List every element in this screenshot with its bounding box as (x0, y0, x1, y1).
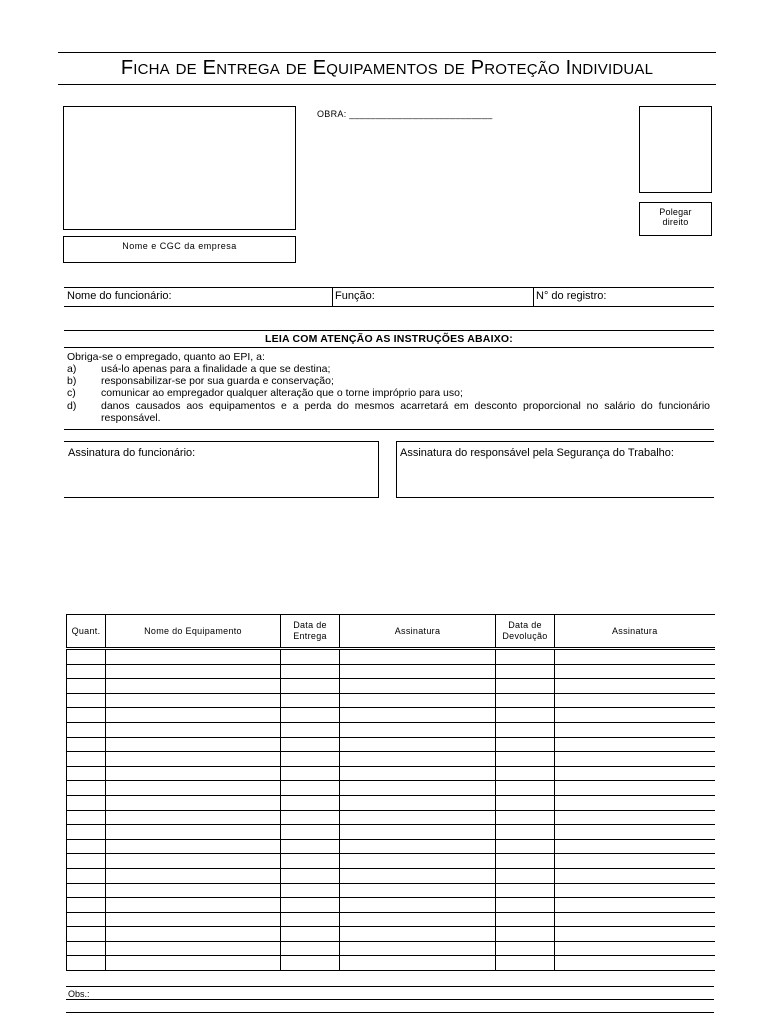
table-cell[interactable] (496, 664, 555, 679)
table-row (67, 722, 715, 737)
table-cell[interactable] (340, 839, 496, 854)
title-word-initial: I (565, 57, 572, 79)
thumbprint-label-2: direito (662, 217, 689, 227)
table-cell[interactable] (67, 839, 106, 854)
title-word (566, 57, 654, 79)
title-word (286, 57, 307, 79)
table-cell[interactable] (281, 781, 340, 796)
table-row (67, 752, 715, 767)
table-cell[interactable] (496, 679, 555, 694)
table-row (67, 781, 715, 796)
table-cell[interactable] (67, 693, 106, 708)
table-row (67, 766, 715, 781)
table-cell[interactable] (496, 722, 555, 737)
instruction-letter: d) (67, 399, 77, 412)
table-cell[interactable] (496, 795, 555, 810)
title-word-rest: NTREGA (216, 61, 280, 78)
title-word-initial: P (470, 57, 485, 79)
company-name-box[interactable] (63, 236, 296, 263)
title-word-rest: NDIVIDUAL (571, 61, 654, 78)
table-cell[interactable] (67, 868, 106, 883)
table-cell[interactable] (496, 941, 555, 956)
safety-signature-label: Assinatura do responsável pela Segurança do Trabalho: (400, 447, 674, 459)
table-cell[interactable] (281, 854, 340, 869)
thumbprint-label-1: Polegar (659, 207, 692, 217)
table-cell[interactable] (67, 927, 106, 942)
table-cell[interactable] (281, 649, 340, 665)
table-row (67, 898, 715, 913)
table-cell[interactable] (340, 693, 496, 708)
table-row (67, 927, 715, 942)
table-cell[interactable] (106, 810, 281, 825)
table-cell[interactable] (496, 854, 555, 869)
table-cell[interactable] (340, 679, 496, 694)
title-word (203, 57, 280, 79)
instruction-letter: a) (67, 363, 77, 375)
table-cell[interactable] (340, 868, 496, 883)
title-top-rule (58, 52, 716, 53)
table-cell[interactable] (281, 912, 340, 927)
table-cell[interactable] (555, 649, 715, 665)
table-cell[interactable] (106, 752, 281, 767)
table-row (67, 868, 715, 883)
thumbprint-box[interactable] (639, 106, 712, 193)
table-cell[interactable] (340, 883, 496, 898)
company-logo-box[interactable] (63, 106, 296, 230)
table-cell[interactable] (555, 912, 715, 927)
table-header-cell (281, 615, 340, 649)
table-cell[interactable] (340, 941, 496, 956)
table-cell[interactable] (496, 927, 555, 942)
table-cell[interactable] (555, 956, 715, 971)
table-cell[interactable] (106, 839, 281, 854)
table-cell[interactable] (555, 752, 715, 767)
table-cell[interactable] (281, 766, 340, 781)
instructions-intro: Obriga-se o empregado, quanto ao EPI, a: (67, 351, 265, 363)
thumbprint-label-box (639, 202, 712, 236)
table-row (67, 825, 715, 840)
table-cell[interactable] (496, 737, 555, 752)
table-cell[interactable] (281, 927, 340, 942)
instruction-item (67, 400, 710, 424)
table-cell[interactable] (67, 781, 106, 796)
table-cell[interactable] (67, 825, 106, 840)
instruction-item (67, 363, 710, 375)
table-cell[interactable] (496, 810, 555, 825)
table-cell[interactable] (281, 693, 340, 708)
instructions-bottom-rule (64, 429, 714, 430)
table-header-line2: Devolução (502, 631, 548, 641)
table-cell[interactable] (67, 956, 106, 971)
table-cell[interactable] (340, 737, 496, 752)
table-cell[interactable] (106, 737, 281, 752)
table-cell[interactable] (281, 898, 340, 913)
table-cell[interactable] (281, 883, 340, 898)
table-cell[interactable] (106, 927, 281, 942)
table-row (67, 664, 715, 679)
table-cell[interactable] (106, 956, 281, 971)
table-cell[interactable] (555, 693, 715, 708)
table-cell[interactable] (555, 898, 715, 913)
table-row (67, 649, 715, 665)
instruction-text: responsabilizar-se por sua guarda e conservação; (101, 375, 334, 388)
table-row (67, 679, 715, 694)
table-cell[interactable] (281, 737, 340, 752)
table-row (67, 693, 715, 708)
title-word (176, 57, 197, 79)
table-row (67, 839, 715, 854)
table-cell[interactable] (67, 898, 106, 913)
table-cell[interactable] (106, 693, 281, 708)
table-row (67, 883, 715, 898)
obs-rule-1 (66, 999, 714, 1000)
title-word-rest: DE (285, 61, 307, 78)
table-cell[interactable] (555, 825, 715, 840)
table-cell[interactable] (281, 722, 340, 737)
table-cell[interactable] (496, 752, 555, 767)
instruction-letter: b) (67, 375, 77, 388)
table-cell[interactable] (555, 781, 715, 796)
table-row (67, 854, 715, 869)
table-row (67, 912, 715, 927)
table-cell[interactable] (555, 927, 715, 942)
title-word-rest: QUIPAMENTOS (326, 61, 438, 78)
table-cell[interactable] (67, 752, 106, 767)
employee-row-divider-2 (533, 287, 534, 306)
table-cell[interactable] (340, 722, 496, 737)
table-cell[interactable] (555, 883, 715, 898)
table-cell[interactable] (340, 854, 496, 869)
table-cell[interactable] (67, 912, 106, 927)
employee-signature-box[interactable] (64, 441, 379, 498)
table-row (67, 708, 715, 723)
table-cell[interactable] (555, 810, 715, 825)
table-cell[interactable] (106, 766, 281, 781)
table-cell[interactable] (555, 766, 715, 781)
employee-row-top-rule (64, 287, 714, 288)
title-word-initial: F (120, 57, 134, 79)
table-cell[interactable] (340, 649, 496, 665)
title-word (121, 57, 170, 79)
table-cell[interactable] (340, 956, 496, 971)
instruction-letter: c) (67, 387, 76, 400)
table-row (67, 941, 715, 956)
table-cell[interactable] (67, 737, 106, 752)
table-cell[interactable] (281, 839, 340, 854)
table-header-cell (496, 615, 555, 649)
table-cell[interactable] (555, 795, 715, 810)
table-cell[interactable] (340, 825, 496, 840)
employee-row-divider-1 (332, 287, 333, 306)
table-header-line1: Assinatura (611, 625, 658, 636)
table-cell[interactable] (555, 854, 715, 869)
table-header-line1: Quant. (71, 625, 101, 636)
table-cell[interactable] (340, 795, 496, 810)
table-cell[interactable] (67, 854, 106, 869)
table-cell[interactable] (281, 679, 340, 694)
obra-field[interactable]: OBRA: ___________________________ (317, 109, 493, 119)
table-cell[interactable] (106, 868, 281, 883)
table-cell[interactable] (340, 927, 496, 942)
table-cell[interactable] (555, 722, 715, 737)
table-cell[interactable] (496, 868, 555, 883)
table-cell[interactable] (496, 956, 555, 971)
table-header-line2: Entrega (293, 631, 327, 641)
employee-name-field[interactable]: Nome do funcionário: (67, 290, 172, 302)
table-cell[interactable] (496, 912, 555, 927)
title-word-rest: DE (443, 61, 465, 78)
company-name-label: Nome e CGC da empresa (122, 241, 237, 251)
obs-top-rule (66, 986, 714, 987)
table-cell[interactable] (67, 664, 106, 679)
instructions-top-rule (64, 330, 714, 331)
table-cell[interactable] (496, 766, 555, 781)
table-cell[interactable] (555, 839, 715, 854)
title-word (444, 57, 465, 79)
table-cell[interactable] (340, 912, 496, 927)
table-row (67, 810, 715, 825)
table-header-cell (106, 615, 281, 649)
table-cell[interactable] (67, 708, 106, 723)
table-cell[interactable] (67, 941, 106, 956)
table-cell[interactable] (106, 825, 281, 840)
table-cell[interactable] (496, 708, 555, 723)
title-word-rest: DE (175, 61, 197, 78)
table-cell[interactable] (106, 722, 281, 737)
page-title (58, 57, 716, 80)
title-word-initial: E (312, 57, 327, 79)
table-header-line1: Nome do Equipamento (144, 625, 242, 636)
instruction-text: comunicar ao empregador qualquer alteração que o torne impróprio para uso; (101, 387, 463, 400)
table-cell[interactable] (281, 708, 340, 723)
table-cell[interactable] (340, 664, 496, 679)
table-cell[interactable] (496, 839, 555, 854)
table-cell[interactable] (340, 898, 496, 913)
table-cell[interactable] (106, 898, 281, 913)
table-cell[interactable] (496, 781, 555, 796)
table-row (67, 737, 715, 752)
table-cell[interactable] (106, 941, 281, 956)
instructions-list (67, 363, 710, 424)
table-cell[interactable] (555, 737, 715, 752)
employee-registry-field[interactable]: N° do registro: (536, 290, 607, 302)
instruction-item (67, 387, 710, 399)
table-cell[interactable] (340, 810, 496, 825)
instruction-item (67, 375, 710, 387)
table-cell[interactable] (67, 679, 106, 694)
title-word (471, 57, 560, 79)
table-cell[interactable] (281, 664, 340, 679)
table-cell[interactable] (106, 649, 281, 665)
table-header-cell (555, 615, 715, 649)
title-word-initial: E (202, 57, 217, 79)
table-cell[interactable] (496, 883, 555, 898)
table-cell[interactable] (106, 912, 281, 927)
obs-label[interactable]: Obs.: (68, 989, 90, 999)
employee-function-field[interactable]: Função: (335, 290, 375, 302)
obs-rule-2 (66, 1012, 714, 1013)
table-cell[interactable] (340, 766, 496, 781)
table-cell[interactable] (496, 693, 555, 708)
table-cell[interactable] (281, 825, 340, 840)
table-cell[interactable] (106, 708, 281, 723)
employee-row-bottom-rule (64, 306, 714, 307)
table-cell[interactable] (555, 679, 715, 694)
table-cell[interactable] (555, 708, 715, 723)
table-header-line1: Data de (293, 620, 327, 630)
table-cell[interactable] (281, 941, 340, 956)
table-cell[interactable] (67, 883, 106, 898)
table-cell[interactable] (496, 898, 555, 913)
table-cell[interactable] (340, 781, 496, 796)
table-cell[interactable] (555, 664, 715, 679)
title-word-rest: ICHA (133, 61, 170, 78)
table-cell[interactable] (106, 781, 281, 796)
table-cell[interactable] (340, 752, 496, 767)
instruction-text: usá-lo apenas para a finalidade a que se destina; (101, 363, 331, 375)
safety-signature-box[interactable] (396, 441, 714, 498)
table-cell[interactable] (67, 766, 106, 781)
table-cell[interactable] (106, 854, 281, 869)
table-cell[interactable] (67, 649, 106, 665)
table-cell[interactable] (281, 810, 340, 825)
table-cell[interactable] (340, 708, 496, 723)
table-cell[interactable] (67, 795, 106, 810)
table-cell[interactable] (67, 810, 106, 825)
table-cell[interactable] (555, 868, 715, 883)
table-cell[interactable] (106, 679, 281, 694)
table-cell[interactable] (106, 664, 281, 679)
table-cell[interactable] (281, 868, 340, 883)
table-header-cell (67, 615, 106, 649)
table-cell[interactable] (106, 883, 281, 898)
instructions-heading-rule (64, 347, 714, 348)
table-cell[interactable] (496, 649, 555, 665)
instruction-text: danos causados aos equipamentos e a perda do mesmos acarretará em desconto proporcional no salário do funcionário responsável. (101, 399, 710, 424)
table-row (67, 956, 715, 971)
title-word-rest: ROTEÇÃO (484, 61, 560, 78)
table-cell[interactable] (281, 795, 340, 810)
table-header-line1: Data de (508, 620, 542, 630)
table-cell[interactable] (281, 752, 340, 767)
title-bottom-rule (58, 84, 716, 85)
table-row (67, 795, 715, 810)
table-cell[interactable] (555, 941, 715, 956)
instructions-heading: LEIA COM ATENÇÃO AS INSTRUÇÕES ABAIXO: (265, 333, 513, 345)
table-cell[interactable] (496, 825, 555, 840)
equipment-table (66, 614, 715, 971)
table-header-line1: Assinatura (394, 625, 441, 636)
title-word (313, 57, 438, 79)
table-cell[interactable] (67, 722, 106, 737)
table-cell[interactable] (281, 956, 340, 971)
employee-signature-label: Assinatura do funcionário: (68, 447, 196, 459)
table-cell[interactable] (106, 795, 281, 810)
table-header-cell (340, 615, 496, 649)
